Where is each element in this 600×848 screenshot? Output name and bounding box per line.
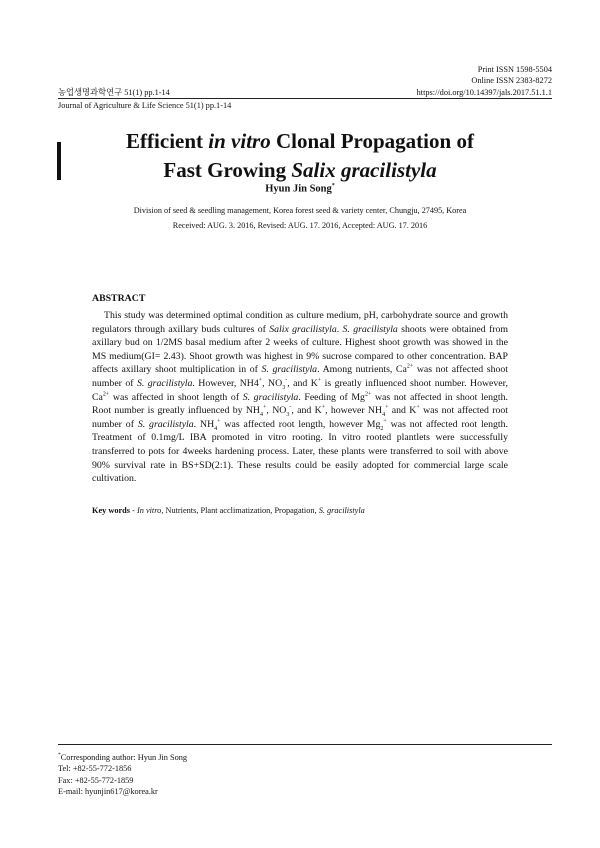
issn-block: [471, 64, 552, 86]
author-fax: Fax: +82-55-772-1859: [58, 775, 134, 785]
paper-title: [60, 127, 540, 185]
author-tel: Tel: +82-55-772-1856: [58, 764, 132, 774]
keywords-label: Key words: [92, 506, 131, 515]
header-divider: [58, 98, 552, 99]
footnote-divider: [58, 744, 552, 745]
doi-link[interactable]: https://doi.org/10.14397/jals.2017.51.1.1: [416, 88, 552, 97]
author-affiliation: Division of seed & seedling management, Korea forest seed & variety center, Chungju, 27495, Korea: [133, 206, 467, 215]
title-line-2: Fast Growing Salix gracilistyla: [163, 158, 437, 182]
corresponding-author-footnote: [58, 750, 187, 798]
abstract-body: This study was determined optimal condition as culture medium, pH, carbohydrate source and growth regulators through axillary buds cultures of Salix gracilistyla. S. gracilistyla shoots were obtained from axillary bud on 1/2MS basal medium after 2 weeks of culture. Highest shoot growth was showed in the MS medium(GI= 2.43). Shoot growth was highest in 9% sucrose compared to other concentration. BAP affects axillary shoot multiplication in of S. gracilistyla. Among nutrients, $Ca^{2+}$ was not affected shoot number of S. gracilistyla. However, NH4+, $NO_3^-$, and K+ is greatly influenced shoot number. However, $Ca^{2+}$ was affected in shoot length of S. gracilistyla. Feeding of $Mg^{2+}$ was not affected in shoot length. Root number is greatly influenced by $NH_4^+$, $NO_3^-$, and K+, however $NH_4^+$ and K+ was not affected root number of S. gracilistyla. $NH_4^+$ was affected root length, however $Mg_2^+$ was not affected root length. Treatment of 0.1mg/L IBA promoted in vitro rooting. In vitro rooted plantlets were successfully transferred to pots for 4weeks hardening process. Later, these plants were transferred to soil with above 90% survival rate in BS+SD(2:1). These results could be easily adopted for commercial large scale cultivation.: [92, 310, 508, 485]
author-email[interactable]: E-mail: hyunjin617@korea.kr: [58, 787, 158, 797]
author-name: Hyun Jin Song*: [265, 183, 335, 195]
journal-english-name: Journal of Agriculture & Life Science 51(1) pp.1-14: [58, 101, 232, 110]
title-line-1: Efficient in vitro Clonal Propagation of: [126, 129, 474, 153]
print-issn: Print ISSN 1598-5504: [477, 65, 552, 74]
submission-dates: Received: AUG. 3. 2016, Revised: AUG. 17. 2016, Accepted: AUG. 17. 2016: [172, 221, 428, 230]
journal-korean-name: 농업생명과학연구 51(1) pp.1-14: [58, 88, 170, 97]
online-issn: Online ISSN 2383-8272: [471, 76, 552, 85]
keywords-line: Key words - In vitro, Nutrients, Plant acclimatization, Propagation, S. gracilistyla: [92, 506, 365, 515]
abstract-heading: ABSTRACT: [92, 293, 146, 304]
corresponding-author: *Corresponding author: Hyun Jin Song: [58, 752, 188, 762]
